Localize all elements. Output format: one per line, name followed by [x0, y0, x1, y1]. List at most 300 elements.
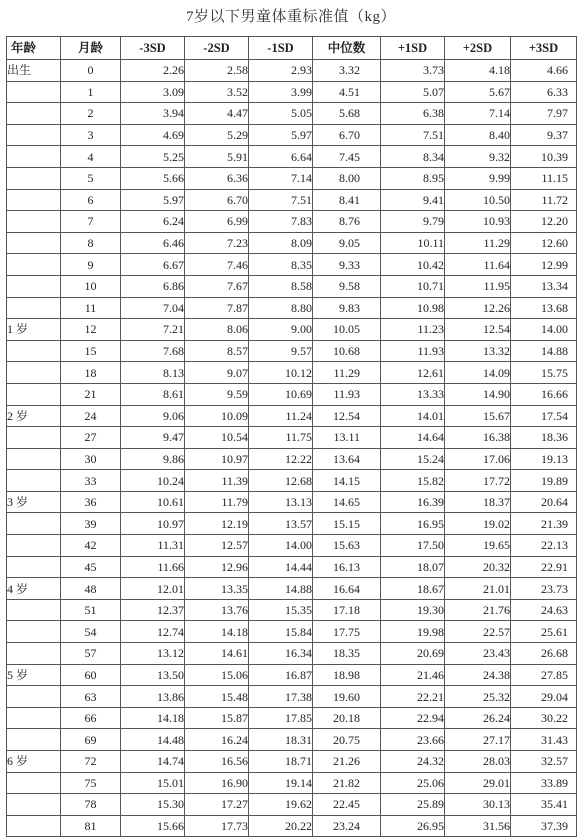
- month-cell: 39: [61, 513, 121, 535]
- header-row: [7, 37, 577, 60]
- minus-2sd-cell: 16.56: [185, 751, 249, 773]
- month-cell: 15: [61, 340, 121, 362]
- table-row: [7, 535, 577, 557]
- minus-2sd-cell: 5.91: [185, 146, 249, 168]
- plus-1sd-cell: 17.50: [381, 535, 445, 557]
- plus-3sd-cell: 12.20: [511, 211, 577, 233]
- minus-1sd-cell: 17.85: [249, 707, 313, 729]
- table-row: [7, 794, 577, 816]
- age-cell: 5 岁: [7, 664, 61, 686]
- minus-3sd-cell: 11.66: [121, 556, 185, 578]
- month-cell: 51: [61, 599, 121, 621]
- plus-2sd-cell: 18.37: [445, 491, 511, 513]
- plus-3sd-cell: 29.04: [511, 686, 577, 708]
- plus-1sd-cell: 22.94: [381, 707, 445, 729]
- median-cell: 4.51: [313, 81, 381, 103]
- plus-2sd-cell: 9.99: [445, 167, 511, 189]
- minus-1sd-cell: 15.84: [249, 621, 313, 643]
- month-cell: 1: [61, 81, 121, 103]
- median-cell: 9.33: [313, 254, 381, 276]
- month-cell: 30: [61, 448, 121, 470]
- age-cell: [7, 167, 61, 189]
- minus-3sd-cell: 12.37: [121, 599, 185, 621]
- age-cell: [7, 81, 61, 103]
- table-row: [7, 470, 577, 492]
- plus-2sd-cell: 12.54: [445, 319, 511, 341]
- median-cell: 20.75: [313, 729, 381, 751]
- plus-2sd-cell: 10.93: [445, 211, 511, 233]
- median-cell: 21.26: [313, 751, 381, 773]
- minus-3sd-cell: 10.24: [121, 470, 185, 492]
- plus-2sd-cell: 19.65: [445, 535, 511, 557]
- plus-2sd-cell: 16.38: [445, 427, 511, 449]
- plus-1sd-cell: 25.06: [381, 772, 445, 794]
- minus-3sd-cell: 14.48: [121, 729, 185, 751]
- table-row: [7, 383, 577, 405]
- minus-1sd-cell: 7.83: [249, 211, 313, 233]
- age-cell: 3 岁: [7, 491, 61, 513]
- age-cell: [7, 535, 61, 557]
- plus-2sd-cell: 13.32: [445, 340, 511, 362]
- age-cell: [7, 427, 61, 449]
- minus-1sd-cell: 19.14: [249, 772, 313, 794]
- plus-3sd-cell: 25.61: [511, 621, 577, 643]
- minus-1sd-cell: 8.58: [249, 275, 313, 297]
- plus-1sd-cell: 18.67: [381, 578, 445, 600]
- age-cell: [7, 815, 61, 837]
- age-cell: [7, 362, 61, 384]
- plus-2sd-cell: 4.18: [445, 60, 511, 82]
- minus-3sd-cell: 14.18: [121, 707, 185, 729]
- minus-2sd-cell: 12.19: [185, 513, 249, 535]
- minus-2sd-cell: 17.73: [185, 815, 249, 837]
- table-row: [7, 362, 577, 384]
- age-cell: [7, 448, 61, 470]
- minus-1sd-cell: 14.00: [249, 535, 313, 557]
- age-cell: [7, 513, 61, 535]
- plus-1sd-cell: 16.39: [381, 491, 445, 513]
- minus-3sd-cell: 11.31: [121, 535, 185, 557]
- minus-3sd-cell: 5.97: [121, 189, 185, 211]
- median-cell: 20.18: [313, 707, 381, 729]
- minus-2sd-cell: 8.57: [185, 340, 249, 362]
- median-cell: 22.45: [313, 794, 381, 816]
- median-cell: 6.70: [313, 124, 381, 146]
- minus-2sd-cell: 11.39: [185, 470, 249, 492]
- plus-3sd-cell: 7.97: [511, 103, 577, 125]
- minus-2sd-cell: 7.87: [185, 297, 249, 319]
- median-cell: 15.63: [313, 535, 381, 557]
- header-plus-2sd: +2SD: [445, 37, 511, 60]
- table-title: 7岁以下男童体重标准值（kg）: [185, 9, 396, 25]
- month-cell: 57: [61, 643, 121, 665]
- month-cell: 10: [61, 275, 121, 297]
- month-cell: 27: [61, 427, 121, 449]
- plus-3sd-cell: 30.22: [511, 707, 577, 729]
- month-cell: 3: [61, 124, 121, 146]
- plus-2sd-cell: 11.95: [445, 275, 511, 297]
- minus-1sd-cell: 15.35: [249, 599, 313, 621]
- age-cell: 2 岁: [7, 405, 61, 427]
- minus-3sd-cell: 13.12: [121, 643, 185, 665]
- table-row: [7, 167, 577, 189]
- plus-2sd-cell: 14.90: [445, 383, 511, 405]
- median-cell: 17.75: [313, 621, 381, 643]
- minus-1sd-cell: 3.99: [249, 81, 313, 103]
- minus-1sd-cell: 7.14: [249, 167, 313, 189]
- plus-3sd-cell: 6.33: [511, 81, 577, 103]
- median-cell: 14.65: [313, 491, 381, 513]
- plus-1sd-cell: 21.46: [381, 664, 445, 686]
- plus-3sd-cell: 13.34: [511, 275, 577, 297]
- plus-1sd-cell: 20.69: [381, 643, 445, 665]
- plus-3sd-cell: 10.39: [511, 146, 577, 168]
- plus-2sd-cell: 22.57: [445, 621, 511, 643]
- month-cell: 5: [61, 167, 121, 189]
- minus-1sd-cell: 14.44: [249, 556, 313, 578]
- median-cell: 9.58: [313, 275, 381, 297]
- header-minus-3sd: -3SD: [121, 37, 185, 60]
- plus-2sd-cell: 14.09: [445, 362, 511, 384]
- table-row: [7, 211, 577, 233]
- month-cell: 8: [61, 232, 121, 254]
- table-row: [7, 297, 577, 319]
- age-cell: [7, 340, 61, 362]
- minus-2sd-cell: 6.99: [185, 211, 249, 233]
- minus-3sd-cell: 5.66: [121, 167, 185, 189]
- minus-2sd-cell: 5.29: [185, 124, 249, 146]
- median-cell: 15.15: [313, 513, 381, 535]
- plus-2sd-cell: 31.56: [445, 815, 511, 837]
- month-cell: 72: [61, 751, 121, 773]
- table-row: [7, 491, 577, 513]
- minus-3sd-cell: 6.67: [121, 254, 185, 276]
- plus-3sd-cell: 16.66: [511, 383, 577, 405]
- minus-3sd-cell: 2.26: [121, 60, 185, 82]
- age-cell: [7, 729, 61, 751]
- minus-1sd-cell: 14.88: [249, 578, 313, 600]
- table-row: [7, 664, 577, 686]
- month-cell: 81: [61, 815, 121, 837]
- minus-2sd-cell: 10.54: [185, 427, 249, 449]
- minus-2sd-cell: 15.06: [185, 664, 249, 686]
- median-cell: 9.83: [313, 297, 381, 319]
- age-cell: [7, 297, 61, 319]
- minus-2sd-cell: 16.90: [185, 772, 249, 794]
- month-cell: 24: [61, 405, 121, 427]
- minus-3sd-cell: 3.09: [121, 81, 185, 103]
- month-cell: 78: [61, 794, 121, 816]
- plus-2sd-cell: 11.29: [445, 232, 511, 254]
- month-cell: 4: [61, 146, 121, 168]
- plus-2sd-cell: 21.01: [445, 578, 511, 600]
- median-cell: 16.64: [313, 578, 381, 600]
- table-row: [7, 254, 577, 276]
- month-cell: 60: [61, 664, 121, 686]
- median-cell: 9.05: [313, 232, 381, 254]
- plus-2sd-cell: 29.01: [445, 772, 511, 794]
- table-row: [7, 707, 577, 729]
- minus-3sd-cell: 5.25: [121, 146, 185, 168]
- month-cell: 11: [61, 297, 121, 319]
- plus-2sd-cell: 17.06: [445, 448, 511, 470]
- age-cell: [7, 707, 61, 729]
- minus-2sd-cell: 14.61: [185, 643, 249, 665]
- median-cell: 11.93: [313, 383, 381, 405]
- minus-1sd-cell: 17.38: [249, 686, 313, 708]
- plus-3sd-cell: 33.89: [511, 772, 577, 794]
- month-cell: 69: [61, 729, 121, 751]
- table-row: [7, 275, 577, 297]
- month-cell: 6: [61, 189, 121, 211]
- minus-3sd-cell: 15.30: [121, 794, 185, 816]
- minus-1sd-cell: 12.68: [249, 470, 313, 492]
- plus-2sd-cell: 20.32: [445, 556, 511, 578]
- plus-3sd-cell: 31.43: [511, 729, 577, 751]
- plus-1sd-cell: 24.32: [381, 751, 445, 773]
- minus-1sd-cell: 11.24: [249, 405, 313, 427]
- plus-2sd-cell: 19.02: [445, 513, 511, 535]
- table-row: [7, 729, 577, 751]
- age-cell: [7, 686, 61, 708]
- minus-3sd-cell: 15.66: [121, 815, 185, 837]
- plus-3sd-cell: 11.15: [511, 167, 577, 189]
- header-plus-1sd: +1SD: [381, 37, 445, 60]
- minus-1sd-cell: 5.97: [249, 124, 313, 146]
- age-cell: [7, 772, 61, 794]
- plus-3sd-cell: 18.36: [511, 427, 577, 449]
- plus-3sd-cell: 9.37: [511, 124, 577, 146]
- minus-3sd-cell: 10.61: [121, 491, 185, 513]
- table-row: [7, 124, 577, 146]
- median-cell: 12.54: [313, 405, 381, 427]
- plus-3sd-cell: 32.57: [511, 751, 577, 773]
- plus-2sd-cell: 15.67: [445, 405, 511, 427]
- plus-1sd-cell: 10.98: [381, 297, 445, 319]
- plus-1sd-cell: 8.34: [381, 146, 445, 168]
- plus-1sd-cell: 16.95: [381, 513, 445, 535]
- minus-1sd-cell: 13.57: [249, 513, 313, 535]
- plus-1sd-cell: 15.24: [381, 448, 445, 470]
- table-row: [7, 643, 577, 665]
- minus-2sd-cell: 15.87: [185, 707, 249, 729]
- median-cell: 21.82: [313, 772, 381, 794]
- median-cell: 8.76: [313, 211, 381, 233]
- minus-1sd-cell: 8.80: [249, 297, 313, 319]
- plus-1sd-cell: 18.07: [381, 556, 445, 578]
- plus-1sd-cell: 10.11: [381, 232, 445, 254]
- plus-2sd-cell: 25.32: [445, 686, 511, 708]
- plus-1sd-cell: 13.33: [381, 383, 445, 405]
- minus-3sd-cell: 9.06: [121, 405, 185, 427]
- plus-2sd-cell: 9.32: [445, 146, 511, 168]
- table-row: [7, 686, 577, 708]
- minus-3sd-cell: 9.47: [121, 427, 185, 449]
- minus-3sd-cell: 14.74: [121, 751, 185, 773]
- plus-1sd-cell: 8.95: [381, 167, 445, 189]
- plus-1sd-cell: 14.01: [381, 405, 445, 427]
- minus-1sd-cell: 18.71: [249, 751, 313, 773]
- plus-1sd-cell: 6.38: [381, 103, 445, 125]
- minus-1sd-cell: 16.87: [249, 664, 313, 686]
- plus-1sd-cell: 10.71: [381, 275, 445, 297]
- plus-3sd-cell: 20.64: [511, 491, 577, 513]
- minus-1sd-cell: 12.22: [249, 448, 313, 470]
- header-month: 月龄: [61, 37, 121, 60]
- header-age: 年龄: [7, 37, 61, 60]
- minus-2sd-cell: 8.06: [185, 319, 249, 341]
- age-cell: [7, 470, 61, 492]
- minus-3sd-cell: 12.74: [121, 621, 185, 643]
- plus-1sd-cell: 9.79: [381, 211, 445, 233]
- table-row: [7, 599, 577, 621]
- plus-1sd-cell: 15.82: [381, 470, 445, 492]
- minus-3sd-cell: 13.50: [121, 664, 185, 686]
- median-cell: 10.68: [313, 340, 381, 362]
- plus-3sd-cell: 13.68: [511, 297, 577, 319]
- minus-2sd-cell: 4.47: [185, 103, 249, 125]
- minus-3sd-cell: 9.86: [121, 448, 185, 470]
- median-cell: 17.18: [313, 599, 381, 621]
- minus-3sd-cell: 6.24: [121, 211, 185, 233]
- minus-2sd-cell: 7.23: [185, 232, 249, 254]
- median-cell: 10.05: [313, 319, 381, 341]
- month-cell: 42: [61, 535, 121, 557]
- month-cell: 45: [61, 556, 121, 578]
- minus-1sd-cell: 8.09: [249, 232, 313, 254]
- minus-1sd-cell: 8.35: [249, 254, 313, 276]
- table-row: [7, 319, 577, 341]
- minus-1sd-cell: 9.57: [249, 340, 313, 362]
- plus-3sd-cell: 4.66: [511, 60, 577, 82]
- age-cell: [7, 232, 61, 254]
- month-cell: 18: [61, 362, 121, 384]
- month-cell: 21: [61, 383, 121, 405]
- month-cell: 7: [61, 211, 121, 233]
- minus-2sd-cell: 11.79: [185, 491, 249, 513]
- plus-2sd-cell: 12.26: [445, 297, 511, 319]
- age-cell: [7, 189, 61, 211]
- table-row: [7, 103, 577, 125]
- minus-3sd-cell: 6.86: [121, 275, 185, 297]
- plus-1sd-cell: 26.95: [381, 815, 445, 837]
- header-minus-2sd: -2SD: [185, 37, 249, 60]
- month-cell: 48: [61, 578, 121, 600]
- median-cell: 14.15: [313, 470, 381, 492]
- plus-3sd-cell: 27.85: [511, 664, 577, 686]
- month-cell: 75: [61, 772, 121, 794]
- table-row: [7, 815, 577, 837]
- minus-3sd-cell: 12.01: [121, 578, 185, 600]
- median-cell: 8.00: [313, 167, 381, 189]
- age-cell: [7, 275, 61, 297]
- age-cell: [7, 146, 61, 168]
- plus-3sd-cell: 11.72: [511, 189, 577, 211]
- minus-2sd-cell: 10.97: [185, 448, 249, 470]
- table-row: [7, 81, 577, 103]
- median-cell: 19.60: [313, 686, 381, 708]
- age-cell: [7, 599, 61, 621]
- minus-3sd-cell: 7.68: [121, 340, 185, 362]
- median-cell: 11.29: [313, 362, 381, 384]
- month-cell: 33: [61, 470, 121, 492]
- age-cell: [7, 643, 61, 665]
- plus-3sd-cell: 14.88: [511, 340, 577, 362]
- minus-2sd-cell: 3.52: [185, 81, 249, 103]
- table-row: [7, 189, 577, 211]
- plus-1sd-cell: 14.64: [381, 427, 445, 449]
- table-row: [7, 427, 577, 449]
- plus-2sd-cell: 21.76: [445, 599, 511, 621]
- header-plus-3sd: +3SD: [511, 37, 577, 60]
- minus-2sd-cell: 14.18: [185, 621, 249, 643]
- table-row: [7, 448, 577, 470]
- median-cell: 7.45: [313, 146, 381, 168]
- minus-1sd-cell: 7.51: [249, 189, 313, 211]
- table-row: [7, 146, 577, 168]
- plus-3sd-cell: 19.13: [511, 448, 577, 470]
- minus-2sd-cell: 13.76: [185, 599, 249, 621]
- table-row: [7, 340, 577, 362]
- plus-2sd-cell: 23.43: [445, 643, 511, 665]
- plus-1sd-cell: 23.66: [381, 729, 445, 751]
- table-body: [7, 60, 577, 837]
- minus-2sd-cell: 13.35: [185, 578, 249, 600]
- weight-standard-table: [6, 36, 577, 837]
- plus-1sd-cell: 25.89: [381, 794, 445, 816]
- minus-1sd-cell: 16.34: [249, 643, 313, 665]
- plus-1sd-cell: 11.23: [381, 319, 445, 341]
- age-cell: [7, 254, 61, 276]
- month-cell: 12: [61, 319, 121, 341]
- minus-2sd-cell: 9.07: [185, 362, 249, 384]
- minus-1sd-cell: 5.05: [249, 103, 313, 125]
- plus-3sd-cell: 24.63: [511, 599, 577, 621]
- plus-1sd-cell: 22.21: [381, 686, 445, 708]
- median-cell: 5.68: [313, 103, 381, 125]
- median-cell: 18.98: [313, 664, 381, 686]
- plus-2sd-cell: 8.40: [445, 124, 511, 146]
- minus-3sd-cell: 4.69: [121, 124, 185, 146]
- plus-3sd-cell: 15.75: [511, 362, 577, 384]
- minus-2sd-cell: 7.67: [185, 275, 249, 297]
- minus-2sd-cell: 12.57: [185, 535, 249, 557]
- minus-1sd-cell: 11.75: [249, 427, 313, 449]
- median-cell: 8.41: [313, 189, 381, 211]
- minus-2sd-cell: 17.27: [185, 794, 249, 816]
- plus-1sd-cell: 9.41: [381, 189, 445, 211]
- minus-3sd-cell: 15.01: [121, 772, 185, 794]
- plus-3sd-cell: 37.39: [511, 815, 577, 837]
- age-cell: 4 岁: [7, 578, 61, 600]
- minus-2sd-cell: 6.36: [185, 167, 249, 189]
- minus-1sd-cell: 10.12: [249, 362, 313, 384]
- plus-3sd-cell: 14.00: [511, 319, 577, 341]
- minus-1sd-cell: 6.64: [249, 146, 313, 168]
- table-row: [7, 621, 577, 643]
- plus-1sd-cell: 3.73: [381, 60, 445, 82]
- plus-3sd-cell: 22.13: [511, 535, 577, 557]
- minus-1sd-cell: 9.00: [249, 319, 313, 341]
- plus-1sd-cell: 19.30: [381, 599, 445, 621]
- plus-2sd-cell: 24.38: [445, 664, 511, 686]
- month-cell: 63: [61, 686, 121, 708]
- minus-2sd-cell: 6.70: [185, 189, 249, 211]
- minus-3sd-cell: 8.13: [121, 362, 185, 384]
- median-cell: 16.13: [313, 556, 381, 578]
- minus-1sd-cell: 10.69: [249, 383, 313, 405]
- minus-2sd-cell: 15.48: [185, 686, 249, 708]
